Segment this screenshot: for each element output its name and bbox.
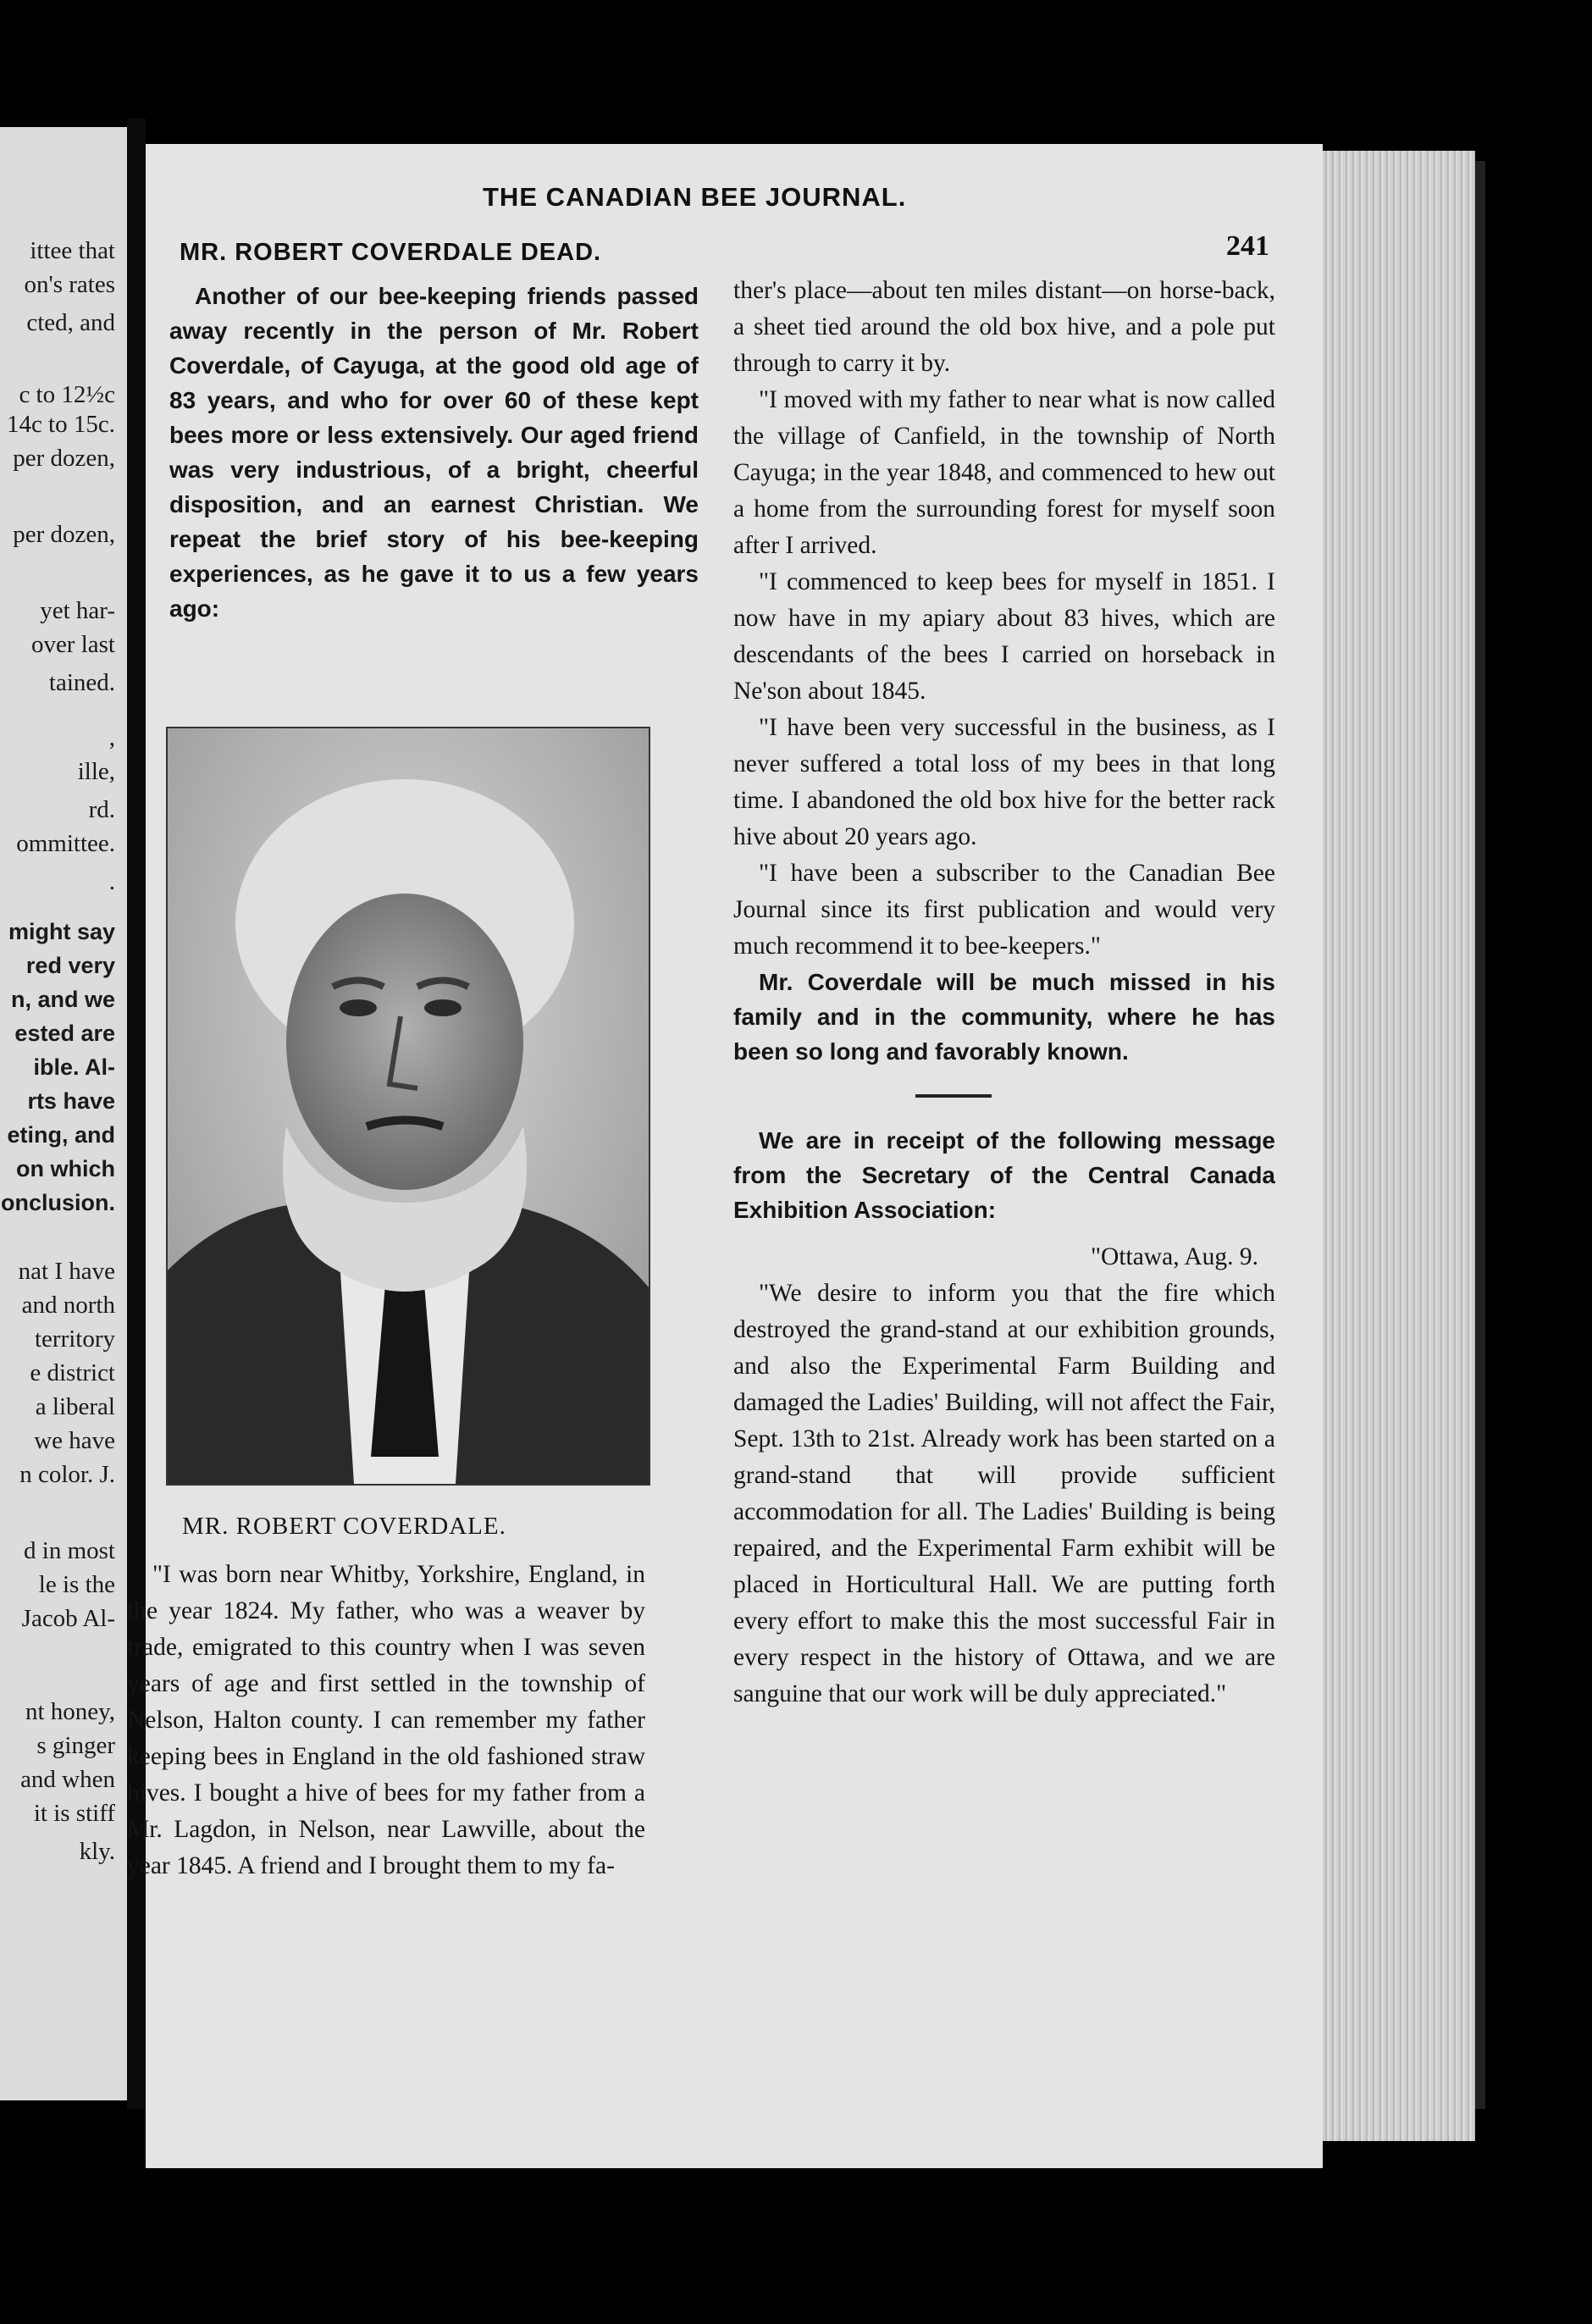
facing-page-fragment — [0, 127, 127, 2100]
facing-page-line: we have — [34, 1427, 115, 1454]
book-edge-shadow — [1475, 161, 1485, 2109]
facing-page-line: tained. — [48, 669, 115, 696]
notice-body: "We desire to inform you that the fire which destroyed the grand-stand at our exhibition grounds, and also the Experimental Farm Building and damaged the Ladies' Building, will not affect the Fair, Sept. 13th to 21st. Already work has been started on a grand-stand that will provide sufficient accommodation for all. The Ladies' Building is being repaired, and the Experimental Farm exhibit will be placed in Horticultural Hall. We are putting forth every effort to make this the most successful Fair in every respect in the history of Ottawa, and we are sanguine that our work will be duly appreciated." — [733, 1280, 1275, 1707]
facing-page-line: . — [108, 868, 115, 895]
notice-dateline: "Ottawa, Aug. 9. — [1090, 1243, 1258, 1270]
facing-page-line: n, and we — [10, 987, 115, 1012]
facing-page-line: on which — [16, 1156, 115, 1181]
facing-page-line: ested are — [14, 1021, 115, 1046]
facing-page-line: e district — [30, 1359, 115, 1386]
facing-page-line: Jacob Al- — [21, 1605, 115, 1632]
facing-page-line: per dozen, — [13, 521, 115, 548]
article-closing: Mr. Coverdale will be much missed in his family and in the community, where he has been so long and favorably known. — [733, 969, 1275, 1065]
photo-caption: MR. ROBERT COVERDALE. — [182, 1513, 506, 1540]
facing-page-line: nat I have — [18, 1258, 115, 1285]
facing-page-line: per dozen, — [13, 445, 115, 472]
article-headline: MR. ROBERT COVERDALE DEAD. — [180, 239, 602, 266]
facing-page-line: yet har- — [40, 597, 115, 624]
facing-page-line: kly. — [79, 1838, 115, 1865]
facing-page-line: ille, — [77, 758, 115, 785]
article-intro: Another of our bee-keeping friends passed away recently in the person of Mr. Robert Coverdale, of Cayuga, at the good old age of 83 years, and who for over 60 of these kept bees more or less extensively. Our aged friend was very industrious, of a bright, cheerful disposition, and an earnest Christian. We repeat the brief story of his bee-keeping experiences, as he gave it to us a few years ago: — [169, 283, 699, 622]
page-edges — [1323, 151, 1475, 2141]
facing-page-line: cted, and — [26, 309, 115, 336]
facing-page-line: ible. Al- — [33, 1054, 115, 1080]
facing-page-line: it is stiff — [33, 1800, 115, 1827]
facing-page-line: d in most — [24, 1537, 115, 1564]
notice-intro: We are in receipt of the following message from the Secretary of the Central Canada Exhibition Association: — [733, 1127, 1275, 1223]
story-paragraph-4: "I have been very successful in the business, as I never suffered a total loss of my bees in that long time. I abandoned the old box hive for the better rack hive about 20 years ago. — [733, 714, 1275, 850]
facing-page-line: territory — [34, 1325, 115, 1353]
story-paragraph-2: "I moved with my father to near what is now called the village of Canfield, in the township of North Cayuga; in the year 1848, and commenced to hew out a home from the surrounding forest for myself soon after I arrived. — [733, 386, 1275, 559]
facing-page-line: n color. J. — [19, 1461, 115, 1488]
facing-page-line: 14c to 15c. — [6, 411, 115, 438]
facing-page-line: and north — [21, 1292, 115, 1319]
story-left-column — [127, 1557, 645, 1884]
facing-page-line: onclusion. — [1, 1190, 115, 1215]
facing-page-line: le is the — [38, 1571, 115, 1598]
facing-page-line: ommittee. — [16, 830, 115, 857]
facing-page-line: ittee that — [30, 237, 115, 264]
story-paragraph-5: "I have been a subscriber to the Canadian Bee Journal since its first publication and would very much recommend it to bee-keepers." — [733, 860, 1275, 960]
story-continuation: ther's place—about ten miles distant—on horse-back, a sheet tied around the old box hive, and a pole put through to carry it by. — [733, 277, 1275, 377]
facing-page-line: over last — [30, 631, 115, 658]
facing-page-line: and when — [20, 1766, 115, 1793]
facing-page-line: nt honey, — [25, 1698, 115, 1725]
facing-page-line: on's rates — [24, 271, 115, 298]
page-number: 241 — [1226, 230, 1269, 262]
facing-page-line: might say — [8, 919, 115, 944]
facing-page-line: rts have — [27, 1088, 115, 1114]
facing-page-line: c to 12½c — [19, 381, 115, 408]
section-divider — [915, 1094, 992, 1098]
portrait-photo — [166, 727, 650, 1486]
story-paragraph-1: "I was born near Whitby, Yorkshire, England, in the year 1824. My father, who was a weaver by trade, emigrated to this country when I was seven years of age and first settled in the township of Nelson, Halton county. I can remember my father keeping bees in England in the old fashioned straw hives. I bought a hive of bees for my father from a Mr. Lagdon, in Nelson, near Lawville, about the year 1845. A friend and I brought them to my fa- — [127, 1561, 645, 1879]
facing-page-line: rd. — [88, 796, 115, 823]
story-paragraph-3: "I commenced to keep bees for myself in 1851. I now have in my apiary about 83 hives, which are descendants of the bees I carried on horseback in Ne'son about 1845. — [733, 568, 1275, 705]
facing-page-line: s ginger — [36, 1732, 115, 1759]
facing-page-line: red very — [25, 953, 115, 978]
running-head: THE CANADIAN BEE JOURNAL. — [483, 182, 907, 212]
article-left-column — [169, 239, 699, 626]
facing-page-line: , — [108, 724, 115, 751]
article-right-column — [733, 273, 1275, 1713]
portrait-illustration — [168, 728, 649, 1484]
facing-page-line: a liberal — [35, 1393, 115, 1420]
facing-page-line: eting, and — [7, 1122, 115, 1148]
